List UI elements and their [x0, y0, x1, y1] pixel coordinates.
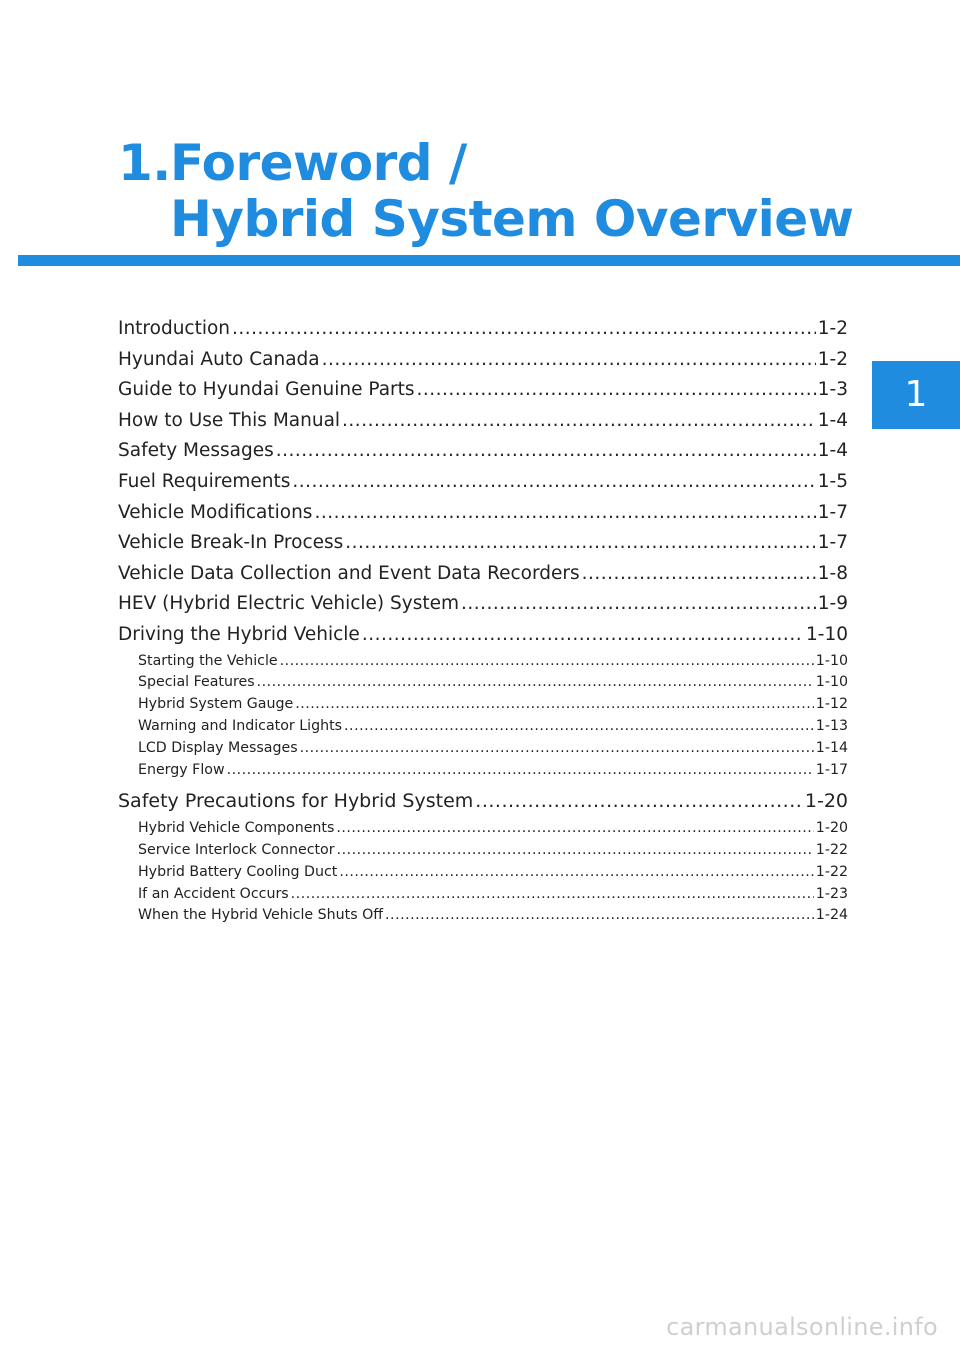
toc-entry-label: Hybrid Battery Cooling Duct — [138, 863, 338, 880]
toc-entry-page: 1-12 — [815, 696, 848, 713]
toc-entry-page: 1-2 — [817, 318, 848, 339]
toc-entry-label: When the Hybrid Vehicle Shuts Off — [138, 907, 384, 924]
dot-leader — [475, 784, 803, 818]
dot-leader — [232, 314, 816, 345]
toc-subentry-warning-lights[interactable] — [118, 716, 848, 738]
toc-entry-page: 1-20 — [804, 789, 848, 812]
toc-entry-label: How to Use This Manual — [118, 409, 341, 431]
toc-entry-label: Warning and Indicator Lights — [138, 718, 343, 735]
toc-subentry-lcd-messages[interactable] — [118, 738, 848, 760]
toc-entry-driving-hybrid[interactable] — [118, 620, 848, 651]
toc-entry-page: 1-4 — [817, 440, 848, 462]
toc-subentry-cooling-duct[interactable] — [118, 862, 848, 884]
dot-leader — [227, 760, 814, 782]
toc-subentry-energy-flow[interactable] — [118, 760, 848, 782]
toc-entry-page: 1-7 — [817, 501, 848, 523]
toc-entry-data-collection[interactable] — [118, 559, 848, 590]
header-rule — [18, 255, 960, 266]
toc-entry-label: Safety Messages — [118, 440, 274, 462]
toc-entry-page: 1-14 — [815, 740, 848, 757]
toc-entry-hev-system[interactable] — [118, 589, 848, 620]
dot-leader — [342, 406, 816, 437]
toc-subentry-special-features[interactable] — [118, 672, 848, 694]
toc-entry-page: 1-4 — [817, 409, 848, 431]
toc-entry-genuine-parts[interactable] — [118, 375, 848, 406]
toc-subentry-starting-vehicle[interactable] — [118, 651, 848, 673]
dot-leader — [345, 528, 816, 559]
toc-subentry-interlock-connector[interactable] — [118, 840, 848, 862]
toc-entry-label: Special Features — [138, 674, 255, 691]
toc-entry-label: Hybrid Vehicle Components — [138, 819, 335, 836]
toc-entry-safety-messages[interactable] — [118, 436, 848, 467]
toc-entry-label: Service Interlock Connector — [138, 841, 335, 858]
dot-leader — [291, 884, 814, 906]
chapter-title-line-2: Hybrid System Overview — [170, 190, 854, 248]
toc-entry-page: 1-10 — [806, 623, 848, 645]
dot-leader — [276, 436, 816, 467]
dot-leader — [314, 498, 815, 529]
dot-leader — [292, 467, 815, 498]
toc-entry-label: Vehicle Break-In Process — [118, 532, 344, 554]
toc-entry-page: 1-20 — [815, 819, 848, 836]
toc-entry-page: 1-9 — [817, 593, 848, 615]
dot-leader — [257, 672, 814, 694]
dot-leader — [337, 840, 814, 862]
toc-entry-label: Vehicle Modifications — [118, 501, 313, 523]
toc-entry-page: 1-13 — [815, 718, 848, 735]
dot-leader — [344, 716, 814, 738]
toc-subentry-system-gauge[interactable] — [118, 694, 848, 716]
dot-leader — [582, 559, 816, 590]
toc-entry-page: 1-23 — [815, 885, 848, 902]
table-of-contents — [118, 314, 848, 927]
toc-entry-page: 1-8 — [817, 562, 848, 584]
toc-subentry-hybrid-components[interactable] — [118, 818, 848, 840]
toc-entry-fuel-requirements[interactable] — [118, 467, 848, 498]
dot-leader — [417, 375, 816, 406]
chapter-number: 1. — [118, 134, 171, 192]
chapter-title-line-1: Foreword / — [170, 134, 467, 192]
toc-entry-page: 1-7 — [817, 532, 848, 554]
toc-entry-page: 1-22 — [815, 841, 848, 858]
dot-leader — [322, 345, 816, 376]
toc-entry-label: Hyundai Auto Canada — [118, 348, 320, 370]
toc-entry-label: Energy Flow — [138, 761, 225, 778]
dot-leader — [339, 862, 813, 884]
toc-entry-label: HEV (Hybrid Electric Vehicle) System — [118, 593, 460, 615]
toc-entry-page: 1-3 — [817, 379, 848, 401]
toc-entry-hyundai-auto-canada[interactable] — [118, 345, 848, 376]
toc-entry-page: 1-17 — [815, 761, 848, 778]
watermark: carmanualsonline.info — [666, 1313, 938, 1341]
toc-entry-page: 1-5 — [817, 470, 848, 492]
toc-entry-label: Hybrid System Gauge — [138, 696, 294, 713]
toc-entry-label: Introduction — [118, 318, 231, 339]
dot-leader — [280, 651, 814, 673]
toc-entry-page: 1-10 — [815, 652, 848, 669]
toc-entry-page: 1-24 — [815, 907, 848, 924]
toc-entry-page: 1-22 — [815, 863, 848, 880]
toc-entry-label: Driving the Hybrid Vehicle — [118, 623, 360, 645]
dot-leader — [362, 620, 804, 651]
toc-subentry-shuts-off[interactable] — [118, 905, 848, 927]
dot-leader — [336, 818, 813, 840]
toc-entry-introduction[interactable] — [118, 314, 848, 345]
toc-entry-label: Vehicle Data Collection and Event Data Recorders — [118, 562, 580, 584]
toc-entry-break-in[interactable] — [118, 528, 848, 559]
toc-entry-safety-precautions[interactable] — [118, 784, 848, 818]
toc-subentry-accident[interactable] — [118, 884, 848, 906]
toc-entry-label: Starting the Vehicle — [138, 652, 278, 669]
toc-entry-label: Safety Precautions for Hybrid System — [118, 789, 474, 812]
toc-entry-page: 1-10 — [815, 674, 848, 691]
toc-entry-vehicle-modifications[interactable] — [118, 498, 848, 529]
toc-entry-label: Guide to Hyundai Genuine Parts — [118, 379, 415, 401]
toc-entry-how-to-use[interactable] — [118, 406, 848, 437]
dot-leader — [385, 905, 814, 927]
toc-entry-label: LCD Display Messages — [138, 740, 298, 757]
dot-leader — [300, 738, 814, 760]
toc-entry-label: If an Accident Occurs — [138, 885, 289, 902]
dot-leader — [295, 694, 814, 716]
dot-leader — [461, 589, 816, 620]
toc-entry-label: Fuel Requirements — [118, 470, 291, 492]
toc-entry-page: 1-2 — [817, 348, 848, 370]
chapter-tab[interactable]: 1 — [872, 361, 960, 429]
